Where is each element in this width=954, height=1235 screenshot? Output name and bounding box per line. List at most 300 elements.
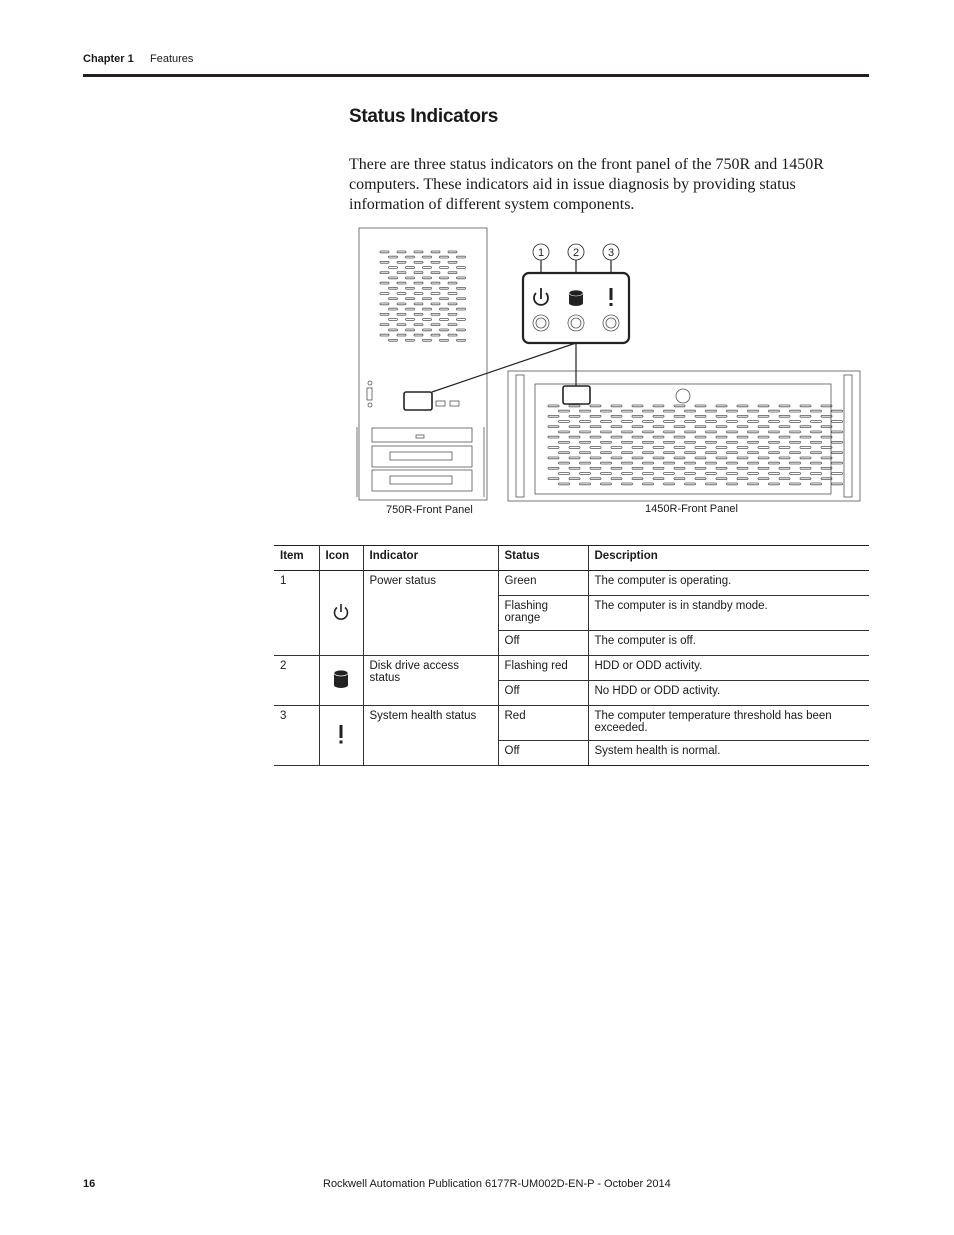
vent-slot [440,256,449,258]
vent-slot [769,483,780,485]
vent-slot [758,467,769,469]
vent-slot [559,441,570,443]
vent-slot [457,287,466,289]
vent-slot [448,293,457,295]
vent-slot [790,452,801,454]
vent-slot [758,426,769,428]
vent-slot [821,436,832,438]
vent-slot [440,298,449,300]
vent-slot [380,251,389,253]
vent-slot [601,473,612,475]
vent-slot [580,483,591,485]
vent-slot [643,410,654,412]
vent-slot [611,426,622,428]
vent-slot [431,282,440,284]
vent-slot [695,436,706,438]
callout-number-1: 1 [537,247,545,259]
front-panel-figure [340,222,870,522]
vent-slot [737,478,748,480]
vent-slot [695,467,706,469]
vent-slot [423,287,432,289]
vent-slot [397,293,406,295]
vent-slot [632,467,643,469]
vent-slot [389,298,398,300]
vent-slot [664,452,675,454]
icon-cell [319,706,363,766]
vent-slot [431,251,440,253]
vent-slot [695,415,706,417]
vent-slot [769,431,780,433]
vent-slot [758,447,769,449]
vent-slot [622,431,633,433]
vent-slot [397,251,406,253]
vent-slot [406,287,415,289]
vent-slot [811,452,822,454]
vent-slot [758,478,769,480]
vent-slot [758,405,769,407]
vent-slot [632,405,643,407]
vent-slot [664,410,675,412]
vent-slot [664,473,675,475]
vent-slot [716,405,727,407]
vent-slot [611,447,622,449]
vent-slot [622,483,633,485]
vent-slot [758,457,769,459]
vent-slot [380,303,389,305]
vent-slot [569,436,580,438]
vent-slot [590,415,601,417]
vent-slot [779,457,790,459]
vent-slot [448,282,457,284]
vent-slot [431,261,440,263]
vent-slot [397,303,406,305]
vent-slot [769,421,780,423]
vent-slot [414,313,423,315]
vent-slot [758,436,769,438]
header-status: Status [498,546,588,571]
vent-slot [611,478,622,480]
vent-slot [406,298,415,300]
vent-slot [406,267,415,269]
vent-slot [632,478,643,480]
vent-slot [559,410,570,412]
vent-slot [440,319,449,321]
vent-slot [457,319,466,321]
tower-indicator-box [404,392,432,410]
status-value: Off [498,631,588,656]
status-value: Green [498,571,588,596]
vent-slot [643,483,654,485]
vent-slot [548,478,559,480]
vent-slot [832,473,843,475]
vent-slot [457,277,466,279]
vent-slot [414,261,423,263]
vent-slot [601,452,612,454]
icon-cell [319,656,363,706]
vent-slot [653,415,664,417]
vent-slot [448,303,457,305]
vent-slot [423,339,432,341]
vent-slot [769,462,780,464]
vent-slot [706,462,717,464]
vent-slot [389,256,398,258]
vent-slot [423,329,432,331]
vent-slot [737,405,748,407]
status-description: The computer temperature threshold has been exceeded. [588,706,869,741]
vent-slot [695,405,706,407]
vent-slot [601,483,612,485]
vent-slot [737,447,748,449]
indicator-callout-panel [523,273,629,343]
vent-slot [737,415,748,417]
vent-slot [653,457,664,459]
vent-slot [716,426,727,428]
vent-slot [622,441,633,443]
item-number: 2 [274,656,319,706]
vent-slot [389,339,398,341]
vent-slot [440,339,449,341]
vent-slot [457,298,466,300]
table-header-row [274,546,869,571]
vent-slot [779,415,790,417]
vent-slot [590,436,601,438]
vent-slot [414,272,423,274]
vent-slot [737,467,748,469]
status-value: Off [498,681,588,706]
vent-slot [769,452,780,454]
vent-slot [414,303,423,305]
disk-drive-icon [331,668,351,690]
vent-slot [457,267,466,269]
vent-slot [737,457,748,459]
vent-slot [706,441,717,443]
publication-info: Rockwell Automation Publication 6177R-UM002D-EN-P - October 2014 [323,1178,671,1190]
vent-slot [431,334,440,336]
vent-slot [559,421,570,423]
vent-slot [448,251,457,253]
vent-slot [674,436,685,438]
vent-slot [406,319,415,321]
vent-slot [380,334,389,336]
power-icon [331,602,351,622]
vent-slot [580,410,591,412]
vent-slot [727,483,738,485]
tower-750r-outline [359,228,487,500]
vent-slot [406,339,415,341]
vent-slot [569,447,580,449]
vent-slot [800,436,811,438]
vent-slot [748,452,759,454]
vent-slot [431,293,440,295]
vent-slot [674,405,685,407]
vent-slot [695,457,706,459]
vent-slot [559,431,570,433]
vent-slot [727,441,738,443]
item-number: 3 [274,706,319,766]
vent-slot [431,303,440,305]
vent-slot [643,441,654,443]
vent-slot [457,308,466,310]
vent-slot [622,421,633,423]
vent-slot [440,329,449,331]
status-value: Flashing orange [498,596,588,631]
vent-slot [727,473,738,475]
vent-slot [448,272,457,274]
table-row [274,571,869,596]
vent-slot [653,467,664,469]
vent-slot [611,405,622,407]
vent-slot [643,473,654,475]
vent-slot [695,426,706,428]
vent-slot [716,447,727,449]
intro-paragraph: There are three status indicators on the front panel of the 750R and 1450R computers. These indicators aid in issue diagnosis by providing status information of different system components. [349,156,824,213]
vent-slot [457,329,466,331]
vent-slot [380,261,389,263]
vent-slot [406,308,415,310]
vent-slot [821,467,832,469]
vent-slot [431,272,440,274]
vent-slot [716,478,727,480]
callout-exclamation-icon [610,288,613,306]
vent-slot [632,436,643,438]
vent-slot [389,267,398,269]
vent-slot [431,324,440,326]
status-description: The computer is in standby mode. [588,596,869,631]
vent-slot [674,426,685,428]
vent-slot [622,473,633,475]
callout-power-icon [534,288,548,305]
vent-slot [380,313,389,315]
vent-slot [790,410,801,412]
vent-slot [790,431,801,433]
vent-slot [790,473,801,475]
vent-slot [716,457,727,459]
vent-slot [448,313,457,315]
vent-slot [821,426,832,428]
vent-slot [706,452,717,454]
vent-slot [590,457,601,459]
vent-slot [685,473,696,475]
status-value: Flashing red [498,656,588,681]
vent-slot [440,308,449,310]
vent-slot [580,441,591,443]
vent-slot [653,426,664,428]
vent-slot [622,462,633,464]
vent-slot [397,272,406,274]
vent-slot [748,483,759,485]
vent-slot [397,334,406,336]
vent-slot [800,467,811,469]
vent-slot [548,447,559,449]
header-icon: Icon [319,546,363,571]
vent-slot [790,462,801,464]
vent-slot [423,308,432,310]
vent-slot [397,261,406,263]
vent-slot [423,267,432,269]
vent-slot [448,261,457,263]
vent-slot [448,334,457,336]
vent-slot [790,483,801,485]
vent-slot [559,462,570,464]
vent-slot [779,436,790,438]
vent-slot [706,410,717,412]
vent-slot [643,431,654,433]
front-panel-illustration [340,222,870,522]
vent-slot [664,421,675,423]
vent-slot [548,467,559,469]
vent-slot [632,426,643,428]
status-indicator-table [274,545,869,766]
rack-indicator-box [563,386,590,404]
vent-slot [569,467,580,469]
vent-slot [832,483,843,485]
header-indicator: Indicator [363,546,498,571]
vent-slot [811,483,822,485]
callout-disk-drive-icon [569,290,583,306]
vent-slot [580,462,591,464]
vent-slot [664,483,675,485]
vent-slot [423,298,432,300]
vent-slot [800,405,811,407]
table-row [274,656,869,681]
vent-slot [569,478,580,480]
vent-slot [685,421,696,423]
vent-slot [548,457,559,459]
vent-slot [590,478,601,480]
vent-slot [414,282,423,284]
vent-slot [674,415,685,417]
exclamation-icon [336,723,346,745]
vent-slot [800,447,811,449]
vent-slot [664,431,675,433]
status-description: HDD or ODD activity. [588,656,869,681]
vent-slot [380,293,389,295]
vent-slot [414,334,423,336]
vent-slot [653,405,664,407]
vent-slot [559,483,570,485]
vent-slot [706,431,717,433]
caption-1450r: 1450R-Front Panel [645,503,738,515]
vent-slot [580,431,591,433]
vent-slot [632,457,643,459]
vent-slot [779,467,790,469]
vent-slot [811,421,822,423]
vent-slot [716,436,727,438]
vent-slot [448,324,457,326]
vent-slot [622,452,633,454]
indicator-name: Disk drive access status [363,656,498,706]
status-value: Red [498,706,588,741]
vent-slot [706,421,717,423]
vent-slot [406,277,415,279]
section-label: Features [150,53,194,65]
vent-slot [769,441,780,443]
vent-slot [779,447,790,449]
vent-slot [832,452,843,454]
vent-slot [611,436,622,438]
vent-slot [601,421,612,423]
vent-slot [758,415,769,417]
vent-slot [821,415,832,417]
vent-slot [548,405,559,407]
vent-slot [632,415,643,417]
vent-slot [406,329,415,331]
vent-slot [389,277,398,279]
vent-slot [674,478,685,480]
status-description: The computer is operating. [588,571,869,596]
vent-slot [643,462,654,464]
vent-slot [727,452,738,454]
vent-slot [380,272,389,274]
vent-slot [440,287,449,289]
vent-slot [590,405,601,407]
indicator-name: System health status [363,706,498,766]
vent-slot [727,462,738,464]
vent-slot [664,462,675,464]
vent-slot [779,405,790,407]
vent-slot [748,462,759,464]
vent-slot [601,410,612,412]
callout-number-3: 3 [607,247,615,259]
vent-slot [632,447,643,449]
vent-slot [748,410,759,412]
vent-slot [580,473,591,475]
vent-slot [431,313,440,315]
vent-slot [559,452,570,454]
vent-slot [811,431,822,433]
vent-slot [748,473,759,475]
vent-slot [811,473,822,475]
vent-slot [716,467,727,469]
vent-slot [800,415,811,417]
vent-slot [800,478,811,480]
vent-slot [811,410,822,412]
vent-slot [790,421,801,423]
vent-slot [457,339,466,341]
vent-slot [601,462,612,464]
vent-slot [389,287,398,289]
status-value: Off [498,741,588,766]
vent-slot [695,447,706,449]
vent-slot [389,319,398,321]
vent-slot [811,462,822,464]
vent-slot [674,447,685,449]
header-description: Description [588,546,869,571]
header-item: Item [274,546,319,571]
caption-750r: 750R-Front Panel [386,504,473,516]
vent-slot [685,410,696,412]
vent-slot [590,426,601,428]
page-number: 16 [83,1178,96,1190]
vent-slot [611,457,622,459]
vent-slot [559,473,570,475]
status-description: No HDD or ODD activity. [588,681,869,706]
vent-slot [716,415,727,417]
vent-slot [769,473,780,475]
vent-slot [580,421,591,423]
vent-slot [832,431,843,433]
vent-slot [389,329,398,331]
vent-slot [414,293,423,295]
vent-slot [821,478,832,480]
vent-slot [423,319,432,321]
vent-slot [548,436,559,438]
vent-slot [569,457,580,459]
vent-slot [653,447,664,449]
vent-slot [380,324,389,326]
vent-slot [397,313,406,315]
page-header [83,53,194,65]
